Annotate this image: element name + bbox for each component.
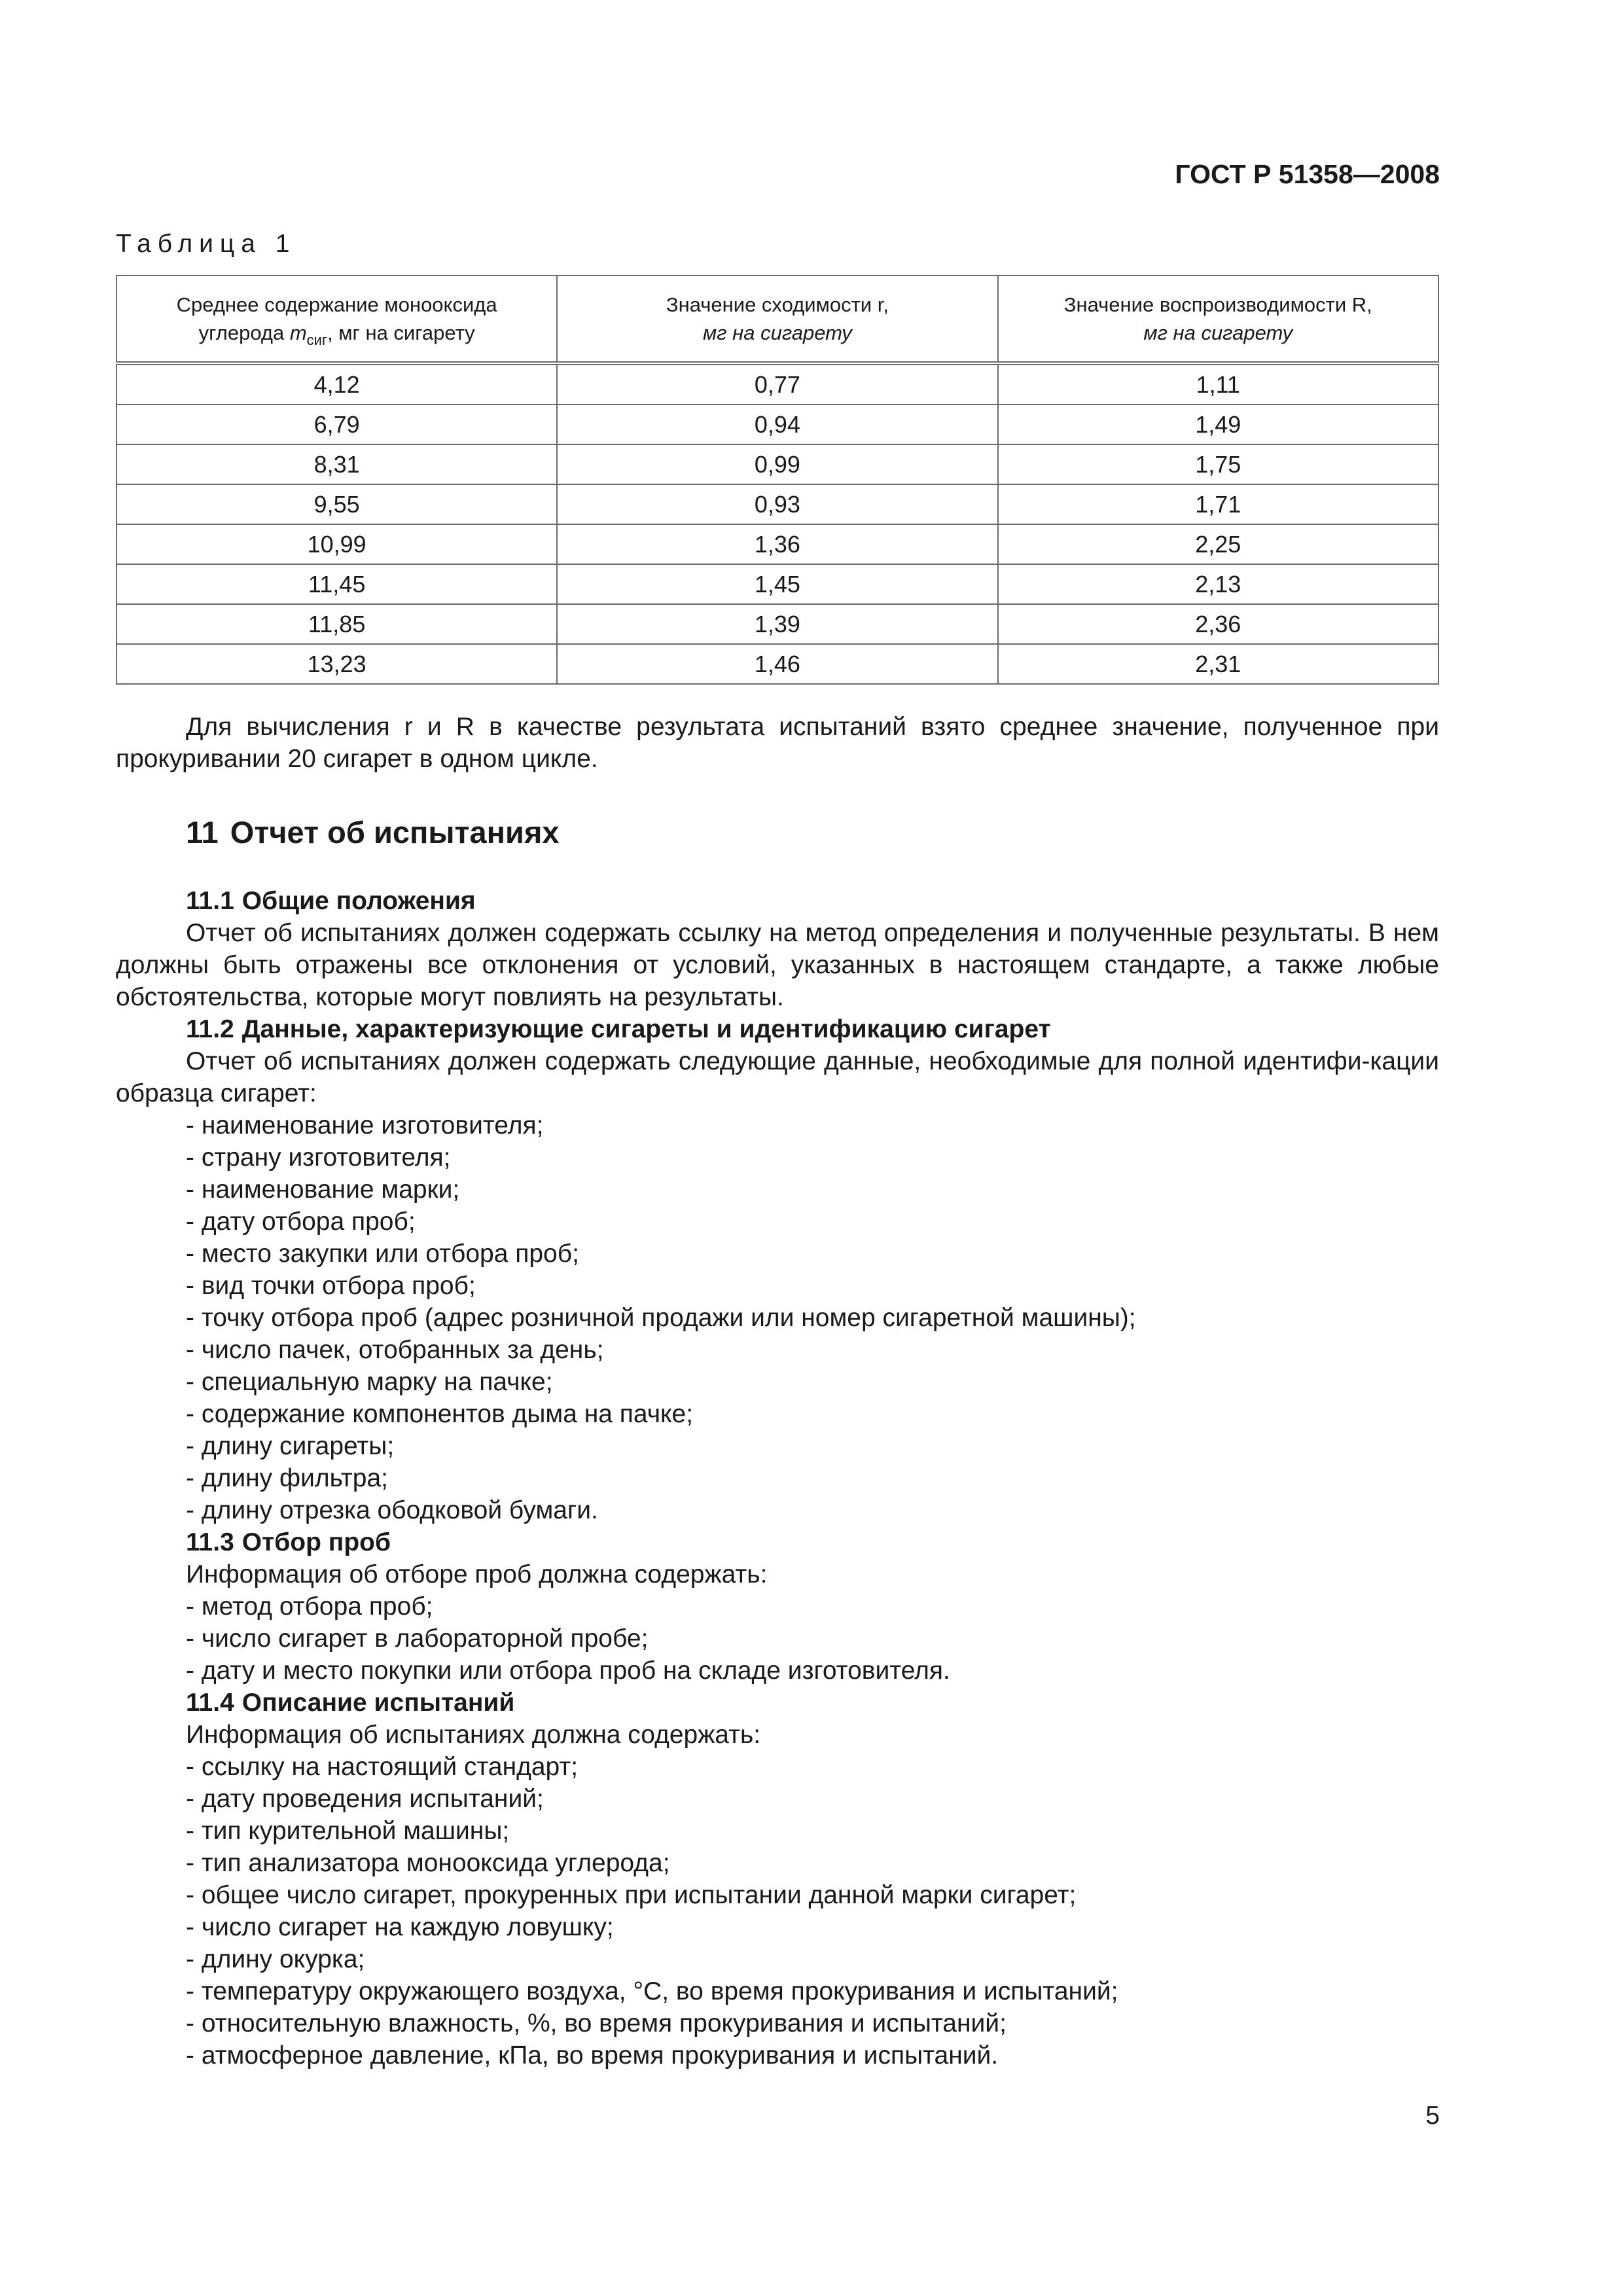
cell-repeatability: 0,77 <box>557 363 997 404</box>
list-item: - дату проведения испытаний; <box>186 1785 544 1813</box>
cell-co-content: 4,12 <box>116 363 557 404</box>
list-item: - атмосферное давление, кПа, во время прокуривания и испытаний. <box>186 2041 999 2070</box>
section-11-2-number: 11.2 <box>186 1015 234 1043</box>
list-item: - ссылку на настоящий стандарт; <box>186 1753 579 1781</box>
list-item: - точку отбора проб (адрес розничной продажи или номер сигаретной машины); <box>186 1304 1136 1332</box>
table-row <box>116 484 1438 524</box>
table-row <box>116 604 1438 644</box>
list-item: - длину окурка; <box>186 1945 365 1973</box>
list-item: - метод отбора проб; <box>186 1592 433 1621</box>
section-11-1-text: Отчет об испытаниях должен содержать ссылку на метод определения и полученные результаты. В нем должны быть отражены все отклонения от условий, указанных в настоящем стандарте, а также любые обстоятельства, которые могут повлиять на результаты. <box>116 919 1439 1011</box>
list-item: - относительную влажность, %, во время прокуривания и испытаний; <box>186 2009 1007 2037</box>
cell-reproducibility: 2,25 <box>998 524 1438 564</box>
cell-reproducibility: 2,31 <box>998 644 1438 684</box>
section-11-heading <box>116 813 1439 852</box>
table-caption: Таблица 1 <box>116 230 296 258</box>
section-11-number: 11 <box>186 815 219 850</box>
list-item: - дату и место покупки или отбора проб на складе изготовителя. <box>186 1657 950 1685</box>
section-11-3-heading <box>116 1526 1439 1558</box>
header-reproducibility-line1: Значение воспроизводимости R, <box>1063 293 1372 316</box>
header-co-symbol: m <box>289 321 307 344</box>
section-11-3-number: 11.3 <box>186 1528 234 1556</box>
cell-repeatability: 1,39 <box>557 604 997 644</box>
cell-co-content: 11,85 <box>116 604 557 644</box>
list-item: - длину сигареты; <box>186 1432 395 1460</box>
list-item: - наименование марки; <box>186 1175 460 1204</box>
section-11-3-list <box>116 1590 1439 1687</box>
cell-co-content: 13,23 <box>116 644 557 684</box>
table-row <box>116 404 1438 444</box>
list-item: - специальную марку на пачке; <box>186 1368 553 1396</box>
section-11-3-intro: Информация об отборе проб должна содержать: <box>186 1560 768 1588</box>
header-repeatability-line2: мг на сигарету <box>703 321 852 344</box>
table-header-row <box>116 276 1438 363</box>
section-11-1-number: 11.1 <box>186 887 234 915</box>
table-note: Для вычисления r и R в качестве результата испытаний взято среднее значение, полученное при прокуривании 20 сигарет в одном цикле. <box>116 713 1439 773</box>
header-co-line2-pre: углерода <box>198 321 290 344</box>
header-co-line1: Среднее содержание монооксида <box>176 293 497 316</box>
section-11-4-number: 11.4 <box>186 1689 234 1717</box>
cell-repeatability: 0,99 <box>557 444 997 484</box>
cell-reproducibility: 1,71 <box>998 484 1438 524</box>
table-row <box>116 524 1438 564</box>
cell-repeatability: 1,45 <box>557 564 997 604</box>
cell-co-content: 10,99 <box>116 524 557 564</box>
header-reproducibility-line2: мг на сигарету <box>1143 321 1293 344</box>
cell-co-content: 11,45 <box>116 564 557 604</box>
cell-reproducibility: 1,75 <box>998 444 1438 484</box>
cell-repeatability: 0,93 <box>557 484 997 524</box>
list-item: - общее число сигарет, прокуренных при испытании данной марки сигарет; <box>186 1881 1077 1909</box>
cell-repeatability: 0,94 <box>557 404 997 444</box>
table-row <box>116 363 1438 404</box>
table-row <box>116 444 1438 484</box>
list-item: - число пачек, отобранных за день; <box>186 1336 604 1364</box>
section-11-2-heading <box>116 1013 1439 1045</box>
cell-co-content: 6,79 <box>116 404 557 444</box>
header-repeatability-line1: Значение сходимости r, <box>666 293 889 316</box>
list-item: - содержание компонентов дыма на пачке; <box>186 1400 694 1428</box>
section-11-2-title: Данные, характеризующие сигареты и идентификацию сигарет <box>241 1015 1051 1043</box>
document-code: ГОСТ Р 51358—2008 <box>1175 159 1440 189</box>
list-item: - тип курительной машины; <box>186 1817 510 1845</box>
body-text <box>116 711 1439 2072</box>
section-11-title: Отчет об испытаниях <box>230 815 560 850</box>
page-number: 5 <box>1425 2102 1440 2130</box>
list-item: - место закупки или отбора проб; <box>186 1240 579 1268</box>
list-item: - длину фильтра; <box>186 1464 388 1492</box>
section-11-4-list <box>116 1751 1439 2072</box>
section-11-2-list <box>116 1109 1439 1526</box>
list-item: - число сигарет в лабораторной пробе; <box>186 1624 649 1653</box>
cell-repeatability: 1,36 <box>557 524 997 564</box>
cell-co-content: 9,55 <box>116 484 557 524</box>
list-item: - страну изготовителя; <box>186 1143 451 1172</box>
list-item: - число сигарет на каждую ловушку; <box>186 1913 614 1941</box>
section-11-1-title: Общие положения <box>241 887 476 915</box>
header-reproducibility <box>998 276 1438 363</box>
results-table <box>116 275 1439 685</box>
section-11-3-title: Отбор проб <box>241 1528 391 1556</box>
list-item: - тип анализатора монооксида углерода; <box>186 1849 670 1877</box>
cell-reproducibility: 2,36 <box>998 604 1438 644</box>
section-11-4-title: Описание испытаний <box>241 1689 515 1717</box>
cell-co-content: 8,31 <box>116 444 557 484</box>
table-body <box>116 363 1438 684</box>
section-11-4-heading <box>116 1687 1439 1719</box>
table-row <box>116 644 1438 684</box>
list-item: - длину отрезка ободковой бумаги. <box>186 1496 598 1524</box>
table-row <box>116 564 1438 604</box>
list-item: - вид точки отбора проб; <box>186 1272 476 1300</box>
list-item: - дату отбора проб; <box>186 1208 416 1236</box>
list-item: - наименование изготовителя; <box>186 1111 544 1139</box>
cell-reproducibility: 2,13 <box>998 564 1438 604</box>
section-11-1-heading <box>116 885 1439 917</box>
cell-reproducibility: 1,11 <box>998 363 1438 404</box>
section-11-2-intro: Отчет об испытаниях должен содержать следующие данные, необходимые для полной идентифи-кации образца сигарет: <box>116 1047 1439 1107</box>
header-repeatability <box>557 276 997 363</box>
header-co-content <box>116 276 557 363</box>
cell-reproducibility: 1,49 <box>998 404 1438 444</box>
section-11-4-intro: Информация об испытаниях должна содержать: <box>186 1721 761 1749</box>
header-co-symbol-sub: сиг <box>306 332 327 348</box>
list-item: - температуру окружающего воздуха, °С, во время прокуривания и испытаний; <box>186 1977 1118 2005</box>
cell-repeatability: 1,46 <box>557 644 997 684</box>
header-co-line2-post: , мг на сигарету <box>327 321 475 344</box>
